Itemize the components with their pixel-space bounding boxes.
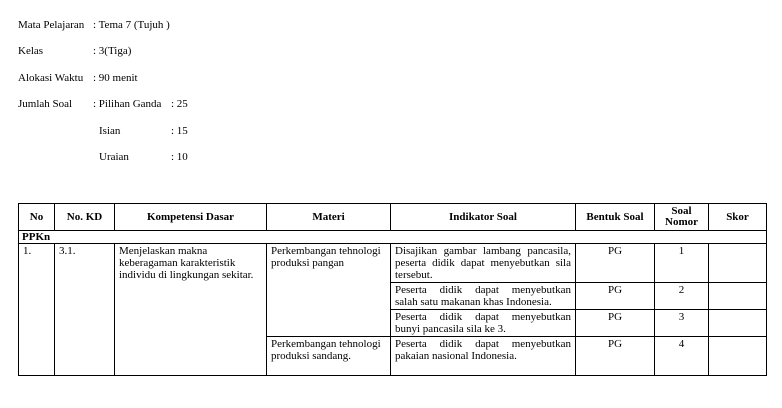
cell-skor-2 — [709, 283, 767, 310]
indikator-4-line2: pakaian nasional Indonesia. — [395, 350, 517, 362]
cell-indikator-4 — [391, 337, 576, 376]
info-alokasi-value: : 90 menit — [93, 72, 138, 84]
info-kelas-label: Kelas — [18, 45, 44, 57]
cell-nomor-2: 2 — [655, 283, 709, 310]
cell-no: 1. — [19, 244, 55, 376]
info-jumlah-count-3: : 10 — [171, 151, 188, 163]
cell-bentuk-4: PG — [576, 337, 655, 376]
header-no: No — [19, 204, 55, 231]
table-row — [19, 244, 767, 283]
cell-materi-2: Perkembangan tehnologi produksi sandang. — [267, 337, 391, 376]
cell-skor-4 — [709, 337, 767, 376]
subject-label: PPKn — [19, 231, 767, 244]
cell-skor-1 — [709, 244, 767, 283]
indikator-1-line1: Disajikan gambar lambang pancasila, — [395, 245, 571, 257]
cell-indikator-2 — [391, 283, 576, 310]
header-indikator: Indikator Soal — [391, 204, 576, 231]
info-jumlah-type-3: Uraian — [99, 151, 129, 163]
info-mapel-value: : Tema 7 (Tujuh ) — [93, 19, 170, 31]
cell-bentuk-3: PG — [576, 310, 655, 337]
header-skor: Skor — [709, 204, 767, 231]
info-jumlah-count-2: : 15 — [171, 125, 188, 137]
header-bentuk: Bentuk Soal — [576, 204, 655, 231]
info-jumlah-label: Jumlah Soal — [18, 98, 73, 110]
cell-nomor-4: 4 — [655, 337, 709, 376]
cell-skor-3 — [709, 310, 767, 337]
cell-kd: 3.1. — [55, 244, 115, 376]
cell-bentuk-2: PG — [576, 283, 655, 310]
cell-materi-1: Perkembangan tehnologi produksi pangan — [267, 244, 391, 337]
header-soal-line2: Nomor — [665, 216, 698, 228]
indikator-2-line2: salah satu makanan khas Indonesia. — [395, 296, 552, 308]
indikator-2-line1: Peserta didik dapat menyebutkan — [395, 284, 571, 296]
indikator-3-line1: Peserta didik dapat menyebutkan — [395, 311, 571, 323]
info-jumlah-type-2: Isian — [99, 125, 121, 137]
header-soal-line1: Soal — [671, 205, 692, 217]
cell-indikator-3 — [391, 310, 576, 337]
info-alokasi-label: Alokasi Waktu — [18, 72, 84, 84]
indikator-1-line2: peserta didik dapat menyebutkan sila — [395, 257, 571, 269]
header-soal-nomor — [655, 204, 709, 231]
header-kompetensi: Kompetensi Dasar — [115, 204, 267, 231]
info-jumlah-count-1: : 25 — [171, 98, 188, 110]
info-jumlah-type-1: : Pilihan Ganda — [93, 98, 162, 110]
cell-indikator-1 — [391, 244, 576, 283]
indikator-3-line2: bunyi pancasila sila ke 3. — [395, 323, 506, 335]
indikator-1-line3: tersebut. — [395, 269, 433, 281]
cell-bentuk-1: PG — [576, 244, 655, 283]
cell-kompetensi: Menjelaskan makna keberagaman karakteristik individu di lingkungan sekitar. — [115, 244, 267, 376]
kisi-kisi-table — [18, 203, 767, 376]
cell-nomor-1: 1 — [655, 244, 709, 283]
info-kelas-value: : 3(Tiga) — [93, 45, 132, 57]
cell-nomor-3: 3 — [655, 310, 709, 337]
subject-row — [19, 231, 767, 244]
table-header-row — [19, 204, 767, 231]
info-mapel-label: Mata Pelajaran — [18, 19, 85, 31]
header-materi: Materi — [267, 204, 391, 231]
header-kd: No. KD — [55, 204, 115, 231]
indikator-4-line1: Peserta didik dapat menyebutkan — [395, 338, 571, 350]
